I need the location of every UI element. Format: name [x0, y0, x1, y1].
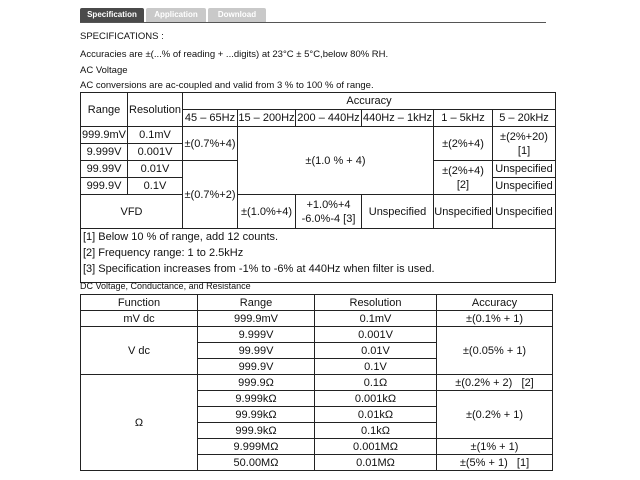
resolution-cell: 0.01kΩ — [315, 407, 437, 423]
tab-application[interactable]: Application — [146, 8, 206, 22]
resolution-cell: 0.1V — [128, 178, 183, 195]
resolution-cell: 0.1kΩ — [315, 423, 437, 439]
accuracy-note: Accuracies are ±(...% of reading + ...digits) at 23°C ± 5°C,below 80% RH. — [80, 49, 389, 60]
accuracy-header: Accuracy — [437, 295, 553, 311]
footnotes — [81, 229, 556, 283]
accuracy-value: ±(2%+20) — [500, 130, 548, 143]
ac-voltage-heading: AC Voltage — [80, 65, 128, 76]
accuracy-header: Accuracy — [183, 93, 556, 110]
dc-section-heading: DC Voltage, Conductance, and Resistance — [80, 281, 251, 291]
accuracy-cell: ±(0.2% + 2) [2] — [437, 375, 553, 391]
accuracy-cell: ±(1% + 1) — [437, 439, 553, 455]
accuracy-cell: ±(0.2% + 1) — [437, 391, 553, 439]
accuracy-cell: Unspecified — [362, 195, 434, 229]
range-cell: 999.9mV — [198, 311, 315, 327]
resolution-cell: 0.01V — [128, 161, 183, 178]
resolution-cell: 0.1V — [315, 359, 437, 375]
resolution-cell: 0.001MΩ — [315, 439, 437, 455]
resolution-cell: 0.01V — [315, 343, 437, 359]
specifications-heading: SPECIFICATIONS : — [80, 31, 164, 42]
resolution-cell: 0.001V — [315, 327, 437, 343]
resolution-header: Resolution — [315, 295, 437, 311]
freq-header: 1 – 5kHz — [434, 110, 493, 127]
function-cell: Ω — [81, 375, 198, 471]
freq-header: 200 – 440Hz — [296, 110, 362, 127]
resolution-cell: 0.01MΩ — [315, 455, 437, 471]
resolution-cell: 0.001kΩ — [315, 391, 437, 407]
accuracy-cell: ±(5% + 1) [1] — [437, 455, 553, 471]
accuracy-cell: ±(0.7%+2) — [183, 161, 238, 229]
footnote: [3] Specification increases from -1% to -6% at 440Hz when filter is used. — [83, 263, 435, 275]
range-cell: 999.9kΩ — [198, 423, 315, 439]
accuracy-value: ±(2%+4) — [442, 164, 484, 177]
accuracy-cell: ±(2%+4) — [434, 127, 493, 161]
freq-header: 440Hz – 1kHz — [362, 110, 434, 127]
tab-bar — [80, 8, 546, 23]
range-cell: 99.99kΩ — [198, 407, 315, 423]
range-cell: 999.9mV — [81, 127, 128, 144]
resolution-cell: 0.001V — [128, 144, 183, 161]
accuracy-cell: ±(1.0%+4) — [238, 195, 296, 229]
range-cell: 999.9V — [81, 178, 128, 195]
dc-table — [80, 294, 553, 471]
resolution-cell: 0.1Ω — [315, 375, 437, 391]
ac-voltage-table — [80, 92, 556, 283]
accuracy-cell: Unspecified — [434, 195, 493, 229]
resolution-cell: 0.1mV — [315, 311, 437, 327]
range-cell: 99.99V — [198, 343, 315, 359]
freq-header: 5 – 20kHz — [493, 110, 556, 127]
accuracy-cell: Unspecified — [493, 161, 556, 178]
accuracy-cell: ±(0.1% + 1) — [437, 311, 553, 327]
resolution-header: Resolution — [128, 93, 183, 127]
function-cell: V dc — [81, 327, 198, 375]
footnote: [1] Below 10 % of range, add 12 counts. — [83, 231, 279, 243]
accuracy-cell: ±(0.05% + 1) — [437, 327, 553, 375]
range-header: Range — [81, 93, 128, 127]
accuracy-value: +1.0%+4 — [306, 198, 351, 211]
accuracy-cell: ±(1.0 % + 4) — [238, 127, 434, 195]
function-cell: mV dc — [81, 311, 198, 327]
accuracy-cell: Unspecified — [493, 178, 556, 195]
range-cell: 50.00MΩ — [198, 455, 315, 471]
resolution-cell: 0.1mV — [128, 127, 183, 144]
accuracy-cell — [493, 127, 556, 161]
range-cell: 999.9Ω — [198, 375, 315, 391]
tab-specification[interactable]: Specification — [80, 8, 144, 22]
footnote: [2] Frequency range: 1 to 2.5kHz — [83, 247, 244, 259]
range-cell: 9.999V — [198, 327, 315, 343]
range-cell: 9.999kΩ — [198, 391, 315, 407]
accuracy-cell — [296, 195, 362, 229]
tab-download[interactable]: Download — [208, 8, 266, 22]
accuracy-cell: Unspecified — [493, 195, 556, 229]
footnote-ref: [2] — [456, 178, 470, 191]
range-cell: 999.9V — [198, 359, 315, 375]
ac-note: AC conversions are ac-coupled and valid from 3 % to 100 % of range. — [80, 80, 374, 91]
range-cell: 99.99V — [81, 161, 128, 178]
range-header: Range — [198, 295, 315, 311]
vfd-cell: VFD — [81, 195, 183, 229]
freq-header: 15 – 200Hz — [238, 110, 296, 127]
freq-header: 45 – 65Hz — [183, 110, 238, 127]
range-cell: 9.999MΩ — [198, 439, 315, 455]
accuracy-cell: ±(0.7%+4) — [183, 127, 238, 161]
function-header: Function — [81, 295, 198, 311]
footnote-ref: [1] — [517, 144, 531, 157]
accuracy-value: -6.0%-4 [3] — [301, 212, 356, 225]
accuracy-cell — [434, 161, 493, 195]
range-cell: 9.999V — [81, 144, 128, 161]
